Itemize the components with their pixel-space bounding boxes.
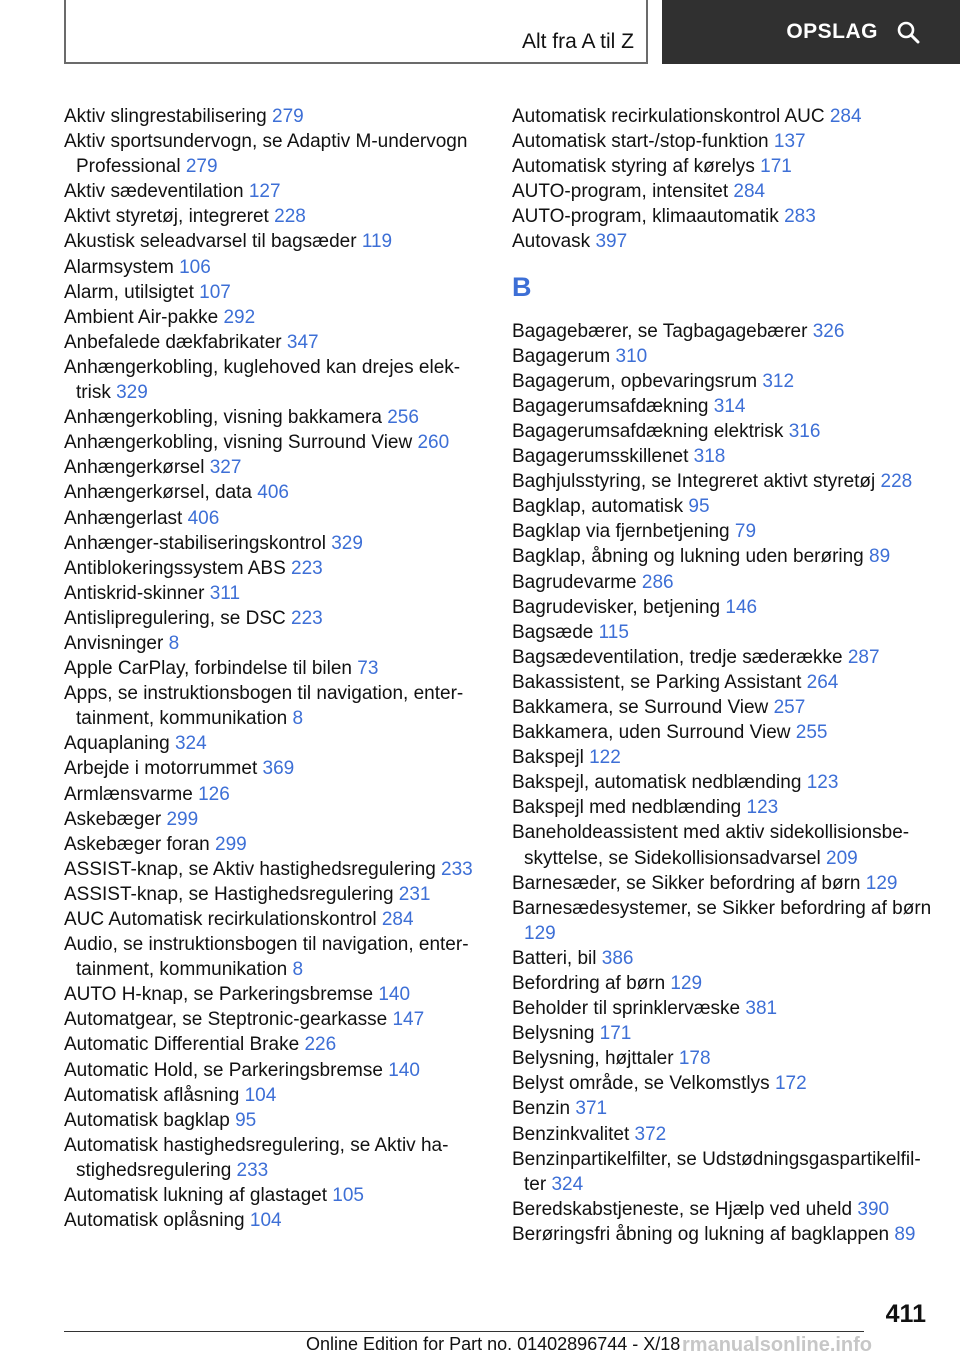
footer-divider: [64, 1331, 864, 1332]
index-entry-text: Bagklap via fjernbetjening: [512, 521, 730, 543]
index-entry-text: ASSIST-knap, se Hastighedsregulering: [64, 883, 394, 905]
page-number: 411: [885, 1300, 926, 1328]
index-entry-text: AUTO H-knap, se Parkeringsbremse: [64, 984, 374, 1006]
index-entry: [512, 419, 932, 444]
index-entry-text: Benzinpartikelfilter, se Udstødningsgaspartikelfilter: [512, 1148, 921, 1195]
index-entry: [64, 480, 484, 505]
index-entry-page-link[interactable]: 324: [551, 1173, 584, 1195]
index-entry: [512, 670, 932, 695]
index-entry: [512, 344, 932, 369]
index-entry-page-link[interactable]: 312: [762, 370, 795, 392]
index-entry-page-link[interactable]: 233: [441, 858, 473, 880]
index-entry: [512, 519, 932, 544]
index-entry: [64, 405, 484, 430]
index-entry-page-link[interactable]: 119: [361, 231, 393, 253]
index-entry-text: Audio, se instruktionsbogen til navigation, entertainment, kommunikation: [64, 934, 469, 981]
index-entry-text: Aktiv slingrestabilisering: [64, 106, 267, 127]
index-entry-page-link[interactable]: 327: [209, 457, 242, 479]
index-entry-page-link[interactable]: 406: [187, 507, 220, 529]
index-entry-page-link[interactable]: 369: [262, 758, 295, 780]
index-entry-text: Arbejde i motorrummet: [64, 758, 258, 780]
index-entry-page-link[interactable]: 264: [806, 671, 839, 693]
index-entry-page-link[interactable]: 172: [774, 1073, 807, 1095]
index-entry: [64, 531, 484, 556]
index-entry-page-link[interactable]: 260: [417, 432, 450, 454]
index-entry-text: Benzinkvalitet: [512, 1123, 630, 1145]
index-entry: [64, 756, 484, 781]
index-entry-page-link[interactable]: 299: [215, 833, 247, 855]
index-entry-text: Bagklap, automatisk: [512, 496, 684, 518]
index-entry-page-link[interactable]: 171: [760, 156, 792, 178]
index-entry-text: Belyst område, se Velkomstlys: [512, 1073, 770, 1095]
index-entry-page-link[interactable]: 231: [398, 883, 431, 905]
index-entry-text: Apple CarPlay, forbindelse til bilen: [64, 658, 352, 680]
index-entry-page-link[interactable]: 372: [634, 1123, 667, 1145]
index-entry-text: Belysning, højttaler: [512, 1048, 674, 1070]
index-entry: [512, 444, 932, 469]
index-entry-text: Aktiv sportsundervogn, se Adaptiv M-undervogn Professional: [64, 131, 468, 178]
index-entry-page-link[interactable]: 284: [733, 181, 766, 203]
index-entry-page-link[interactable]: 146: [725, 596, 758, 618]
index-entry-page-link[interactable]: 326: [812, 320, 845, 342]
index-entry-page-link[interactable]: 287: [847, 646, 880, 668]
index-entry-page-link[interactable]: 123: [806, 772, 839, 794]
index-entry-page-link[interactable]: 284: [829, 106, 862, 127]
index-entry-text: Armlænsvarme: [64, 783, 193, 805]
index-entry: [512, 1122, 932, 1147]
index-entry-text: Askebæger foran: [64, 833, 210, 855]
index-entry-page-link[interactable]: 228: [274, 206, 306, 228]
index-entry: [512, 204, 932, 229]
index-entry: [512, 795, 932, 820]
index-entry-text: Antislipregulering, se DSC: [64, 607, 286, 629]
index-entry-text: Automatisk recirkulationskontrol AUC: [512, 106, 825, 127]
index-entry: [512, 1222, 932, 1247]
index-entry-page-link[interactable]: 140: [388, 1059, 420, 1081]
index-entry: [512, 229, 932, 254]
index-entry: [64, 330, 484, 355]
section-letter-b: B: [512, 271, 532, 302]
index-entry: [512, 319, 932, 344]
index-entry-page-link[interactable]: 256: [387, 407, 419, 429]
index-entry: [512, 620, 932, 645]
index-entry-page-link[interactable]: 381: [745, 998, 778, 1020]
index-entry: [64, 280, 484, 305]
index-entry: [512, 871, 932, 896]
index-entry-text: Bagagerumsafdækning elektrisk: [512, 420, 784, 442]
index-entry-text: AUC Automatisk recirkulationskontrol: [64, 909, 377, 930]
index-entry-text: Automatisk lukning af glastaget: [64, 1185, 327, 1207]
index-entry-text: Bakspejl: [512, 747, 584, 769]
index-entry: [64, 631, 484, 656]
index-entry-text: Befordring af børn: [512, 973, 666, 994]
index-entry: [64, 807, 484, 832]
index-entry-page-link[interactable]: 8: [292, 708, 304, 730]
index-entry-page-link[interactable]: 105: [332, 1185, 364, 1207]
index-entry: [64, 857, 484, 882]
index-entry-page-link[interactable]: 223: [291, 607, 323, 629]
index-entry-text: Baneholdeassistent med aktiv sidekollisionsbeskyttelse, se Sidekollisionsadvarsel: [512, 822, 910, 869]
index-entry-text: Anhængerkørsel, data: [64, 482, 252, 504]
index-entry-text: Aktiv sædeventilation: [64, 181, 244, 203]
index-entry-page-link[interactable]: 257: [773, 696, 806, 718]
opslag-label: OPSLAG: [786, 20, 878, 43]
index-entry: [64, 581, 484, 606]
index-entry-page-link[interactable]: 299: [166, 808, 199, 830]
index-entry: [64, 731, 484, 756]
index-entry-page-link[interactable]: 318: [693, 446, 726, 468]
index-entry-text: Baghjulsstyring, se Integreret aktivt styretøj: [512, 471, 876, 493]
index-entry: [64, 932, 484, 982]
index-entry: [512, 1021, 932, 1046]
index-entry-text: Anhængerlast: [64, 507, 183, 529]
index-entry: [64, 255, 484, 280]
index-entry-text: Benzin: [512, 1098, 571, 1120]
index-entry: [64, 355, 484, 405]
index-entry-page-link[interactable]: 223: [291, 557, 323, 579]
index-entry-page-link[interactable]: 311: [209, 582, 241, 604]
index-entry-page-link[interactable]: 126: [198, 783, 230, 805]
index-entry-text: Bagagebærer, se Tagbagagebærer: [512, 320, 808, 342]
index-entry-page-link[interactable]: 79: [734, 521, 757, 543]
index-entry-page-link[interactable]: 292: [223, 306, 256, 328]
index-entry-text: Belysning: [512, 1023, 595, 1045]
index-entry: [512, 469, 932, 494]
index-entry: [512, 129, 932, 154]
index-entry: [512, 570, 932, 595]
index-entry: [512, 154, 932, 179]
index-group-a-continued: [512, 104, 932, 255]
index-entry: [512, 544, 932, 569]
index-entry-text: Barnesæder, se Sikker befordring af børn: [512, 872, 861, 894]
index-entry-text: Beredskabstjeneste, se Hjælp ved uheld: [512, 1198, 853, 1220]
index-entry: [512, 494, 932, 519]
index-entry-text: Beholder til sprinklervæske: [512, 998, 741, 1020]
index-entry-page-link[interactable]: 106: [179, 256, 211, 278]
index-entry: [512, 971, 932, 996]
index-entry: [64, 1133, 484, 1183]
index-entry: [64, 982, 484, 1007]
index-entry: [512, 595, 932, 620]
index-entry-text: Anhængerkørsel: [64, 457, 205, 479]
index-entry-page-link[interactable]: 286: [641, 571, 674, 593]
index-entry: [512, 720, 932, 745]
index-entry-page-link[interactable]: 104: [244, 1084, 277, 1106]
index-entry-text: AUTO-program, intensitet: [512, 181, 729, 203]
index-column-left: [64, 104, 484, 1233]
index-entry: [512, 1046, 932, 1071]
index-entry-page-link[interactable]: 314: [713, 395, 746, 417]
index-entry-text: Apps, se instruktionsbogen til navigation, entertainment, kommunikation: [64, 683, 464, 730]
index-entry-text: Aquaplaning: [64, 733, 170, 755]
index-entry-text: Automatisk aflåsning: [64, 1084, 240, 1106]
index-entry-text: Autovask: [512, 231, 591, 253]
index-entry-page-link[interactable]: 310: [615, 345, 648, 367]
index-column-right: [512, 104, 932, 1247]
index-entry: [512, 896, 932, 946]
index-entry-text: Anvisninger: [64, 632, 164, 654]
index-entry: [512, 946, 932, 971]
index-entry-text: Antiskrid-skinner: [64, 582, 205, 604]
index-entry-text: Bagagerum, opbevaringsrum: [512, 370, 758, 392]
index-entry-page-link[interactable]: 279: [185, 156, 218, 178]
index-entry-page-link[interactable]: 371: [575, 1098, 608, 1120]
index-entry-page-link[interactable]: 209: [826, 847, 858, 869]
index-entry-text: Bakkamera, se Surround View: [512, 696, 769, 718]
index-entry-text: Anhænger-stabiliseringskontrol: [64, 532, 326, 554]
index-entry-text: Automatic Hold, se Parkeringsbremse: [64, 1059, 383, 1081]
index-entry-text: Bagklap, åbning og lukning uden berøring: [512, 546, 864, 568]
index-entry-text: Bagrudevisker, betjening: [512, 596, 721, 618]
index-entry: [64, 129, 484, 179]
index-entry-page-link[interactable]: 347: [286, 331, 319, 353]
index-entry: [512, 1147, 932, 1197]
index-entry-page-link[interactable]: 107: [199, 281, 231, 303]
index-entry: [64, 782, 484, 807]
index-entry-page-link[interactable]: 228: [880, 471, 913, 493]
index-entry: [64, 1032, 484, 1057]
index-entry-page-link[interactable]: 122: [589, 747, 621, 769]
watermark: rmanualsonline.info: [682, 1334, 873, 1356]
index-entry-page-link[interactable]: 406: [257, 482, 289, 504]
index-entry-text: Anbefalede dækfabrikater: [64, 331, 282, 353]
index-entry: [64, 556, 484, 581]
index-entry: [64, 656, 484, 681]
index-entry-page-link[interactable]: 329: [116, 382, 148, 404]
index-entry-text: ASSIST-knap, se Aktiv hastighedsregulering: [64, 858, 436, 880]
index-entry-page-link[interactable]: 316: [788, 420, 821, 442]
index-entry-page-link[interactable]: 140: [378, 984, 411, 1006]
index-entry-text: Automatisk hastighedsregulering, se Aktiv hastighedsregulering: [64, 1134, 449, 1181]
index-entry-text: Automatisk start-/stop-funktion: [512, 131, 769, 153]
index-entry: [512, 369, 932, 394]
index-entry-page-link[interactable]: 279: [272, 106, 304, 127]
index-entry-page-link[interactable]: 147: [392, 1009, 425, 1031]
index-entry-page-link[interactable]: 123: [746, 797, 779, 819]
index-entry-text: Antiblokeringssystem ABS: [64, 557, 286, 579]
index-entry-text: Anhængerkobling, kuglehoved kan drejes elektrisk: [64, 356, 461, 404]
index-entry-page-link[interactable]: 284: [381, 909, 414, 930]
index-entry-text: Berøringsfri åbning og lukning af bagklappen: [512, 1223, 890, 1245]
index-entry-page-link[interactable]: 8: [168, 632, 180, 654]
index-entry: [64, 204, 484, 229]
index-entry-text: AUTO-program, klimaautomatik: [512, 206, 779, 228]
index-entry-page-link[interactable]: 89: [894, 1223, 916, 1245]
index-entry-text: Askebæger: [64, 808, 162, 830]
index-entry: [512, 695, 932, 720]
index-entry-text: Bagsæde: [512, 621, 594, 643]
index-entry: [64, 606, 484, 631]
index-entry-text: Batteri, bil: [512, 947, 597, 969]
index-entry-text: Barnesædesystemer, se Sikker befordring af børn: [512, 897, 932, 919]
index-entry: [512, 996, 932, 1021]
index-entry: [64, 430, 484, 455]
index-entry-page-link[interactable]: 397: [595, 231, 628, 253]
index-entry-page-link[interactable]: 127: [248, 181, 281, 203]
index-entry-page-link[interactable]: 233: [236, 1159, 269, 1181]
index-entry-text: Bagagerumsskillenet: [512, 446, 689, 468]
index-entry-page-link[interactable]: 171: [599, 1023, 632, 1045]
index-entry: [64, 179, 484, 204]
index-entry: [512, 104, 932, 129]
footer-edition-text: Online Edition for Part no. 01402896744 - X/18: [306, 1334, 681, 1354]
index-entry-text: Automatic Differential Brake: [64, 1034, 300, 1056]
index-entry: [512, 1096, 932, 1121]
index-entry-page-link[interactable]: 226: [304, 1034, 337, 1056]
index-entry-page-link[interactable]: 386: [601, 947, 634, 969]
index-entry-page-link[interactable]: 178: [678, 1048, 711, 1070]
index-entry-text: Bagagerumsafdækning: [512, 395, 709, 417]
index-entry: [64, 681, 484, 731]
index-entry-text: Bakassistent, se Parking Assistant: [512, 671, 802, 693]
index-entry-text: Anhængerkobling, visning bakkamera: [64, 407, 382, 429]
index-entry: [512, 820, 932, 870]
index-entry-text: Bakspejl med nedblænding: [512, 797, 742, 819]
index-entry-page-link[interactable]: 104: [249, 1210, 282, 1232]
index-entry-text: Bagagerum: [512, 345, 611, 367]
index-entry: [64, 1083, 484, 1108]
index-entry-page-link[interactable]: 95: [688, 496, 710, 518]
index-entry: [64, 1108, 484, 1133]
index-entry: [64, 305, 484, 330]
index-entry: [64, 1208, 484, 1233]
index-entry-page-link[interactable]: 73: [357, 658, 379, 680]
index-entry-page-link[interactable]: 137: [773, 131, 806, 153]
index-entry: [64, 455, 484, 480]
index-entry: [512, 645, 932, 670]
index-entry-page-link[interactable]: 89: [869, 546, 891, 568]
index-entry: [512, 1071, 932, 1096]
index-entry-text: Bakspejl, automatisk nedblænding: [512, 772, 802, 794]
index-entry: [64, 882, 484, 907]
index-entry-text: Automatisk styring af kørelys: [512, 156, 755, 178]
index-group-b: [512, 319, 932, 1247]
index-entry-page-link[interactable]: 129: [865, 872, 898, 894]
index-entry: [64, 832, 484, 857]
index-entry: [64, 104, 484, 129]
search-icon: [896, 20, 920, 44]
index-entry: [64, 1183, 484, 1208]
header-title-box: [64, 0, 648, 64]
index-entry-text: Automatisk oplåsning: [64, 1210, 245, 1232]
index-entry-text: Akustisk seleadvarsel til bagsæder: [64, 231, 357, 253]
index-entry-text: Anhængerkobling, visning Surround View: [64, 432, 413, 454]
index-entry-page-link[interactable]: 115: [598, 621, 629, 643]
opslag-button[interactable]: [662, 0, 960, 64]
index-entry-text: Bagrudevarme: [512, 571, 637, 593]
index-entry-text: Alarm, utilsigtet: [64, 281, 194, 303]
index-entry: [64, 506, 484, 531]
index-entry-text: Automatgear, se Steptronic-gearkasse: [64, 1009, 388, 1031]
header-title: Alt fra A til Z: [521, 30, 634, 53]
index-entry-page-link[interactable]: 255: [795, 722, 828, 744]
index-entry-text: Automatisk bagklap: [64, 1109, 230, 1131]
index-entry-text: Ambient Air-pakke: [64, 306, 219, 328]
index-entry-page-link[interactable]: 329: [331, 532, 363, 554]
index-entry: [64, 1058, 484, 1083]
index-entry-page-link[interactable]: 390: [857, 1198, 890, 1220]
index-entry-text: Bagsædeventilation, tredje sæderække: [512, 646, 843, 668]
index-entry: [512, 770, 932, 795]
index-entry-text: Bakkamera, uden Surround View: [512, 722, 791, 744]
index-entry-page-link[interactable]: 324: [174, 733, 207, 755]
index-entry-page-link[interactable]: 8: [292, 959, 304, 981]
index-entry-page-link[interactable]: 129: [670, 973, 703, 994]
index-entry: [512, 394, 932, 419]
index-entry-page-link[interactable]: 129: [524, 922, 556, 944]
index-entry: [512, 745, 932, 770]
index-entry-text: Aktivt styretøj, integreret: [64, 206, 269, 228]
index-entry: [64, 1007, 484, 1032]
index-entry: [64, 229, 484, 254]
index-entry: [512, 179, 932, 204]
index-entry: [512, 1197, 932, 1222]
index-entry-page-link[interactable]: 283: [784, 206, 816, 228]
index-entry-text: Alarmsystem: [64, 256, 174, 278]
index-entry: [64, 907, 484, 932]
index-entry-page-link[interactable]: 95: [235, 1109, 257, 1131]
